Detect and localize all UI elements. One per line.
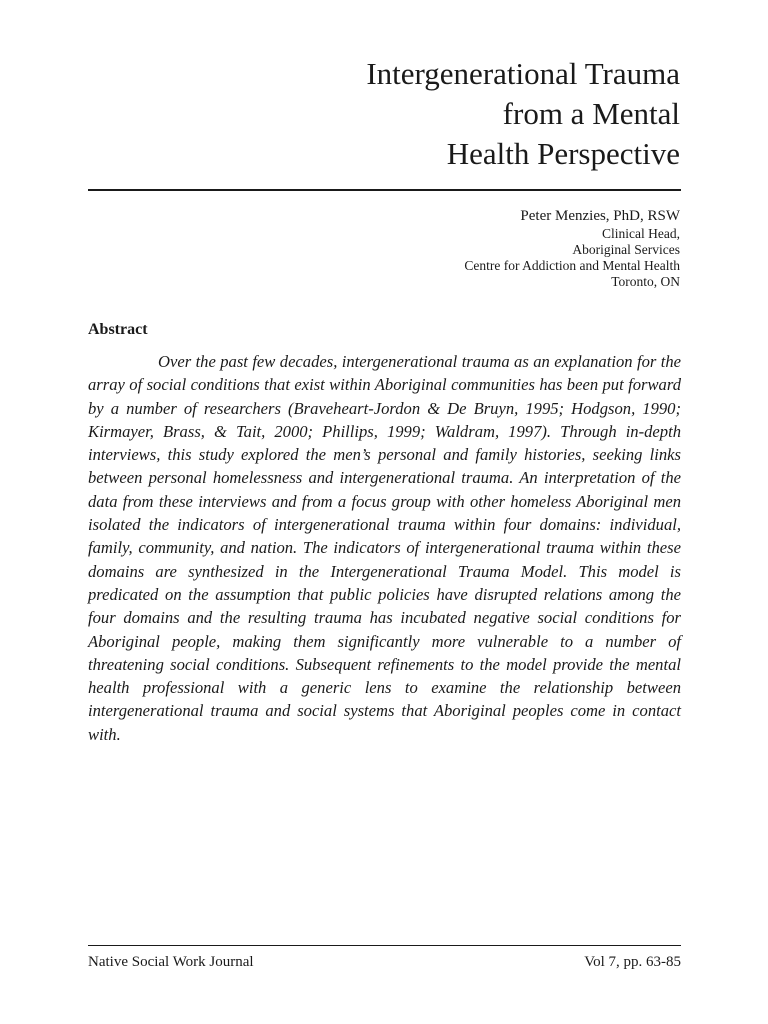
author-department: Aboriginal Services — [572, 242, 680, 257]
author-block — [280, 206, 680, 290]
title-line-1: Intergenerational Trauma — [366, 56, 680, 91]
author-position: Clinical Head, — [602, 226, 680, 241]
title-divider — [88, 189, 681, 191]
volume-pages: Vol 7, pp. 63-85 — [584, 954, 681, 970]
author-institution: Centre for Addiction and Mental Health — [464, 258, 680, 273]
paper-title — [200, 54, 680, 174]
abstract-text: Over the past few decades, intergenerational trauma as an explanation for the array of social conditions that exist within Aboriginal communities has been put forward by a number of researchers (Braveheart-Jordon & De Bruyn, 1995; Hodgson, 1990; Kirmayer, Brass, & Tait, 2000; Phillips, 1999; Waldram, 1997). Through in-depth interviews, this study explored the men’s personal and family histories, seeking links between personal homelessness and intergenerational trauma. An interpretation of the data from these interviews and from a focus group with other homeless Aboriginal men isolated the indicators of intergenerational trauma within four domains: individual, family, community, and nation. The indicators of intergenerational trauma within these domains are synthesized in the Intergenerational Trauma Model. This model is predicated on the assumption that public policies have disrupted relations among the four domains and the resulting trauma has incubated negative social conditions for Aboriginal people, making them significantly more vulnerable to a number of threatening social conditions. Subsequent refinements to the model provide the mental health professional with a generic lens to examine the relationship between intergenerational trauma and social systems that Aboriginal peoples come in contact with. — [88, 352, 681, 744]
journal-name: Native Social Work Journal — [88, 954, 254, 970]
author-location: Toronto, ON — [611, 274, 680, 289]
abstract-heading: Abstract — [88, 321, 148, 338]
footer-divider — [88, 945, 681, 946]
author-name: Peter Menzies, PhD, RSW — [520, 208, 680, 224]
title-line-3: Health Perspective — [446, 136, 680, 171]
title-line-2: from a Mental — [502, 96, 680, 131]
